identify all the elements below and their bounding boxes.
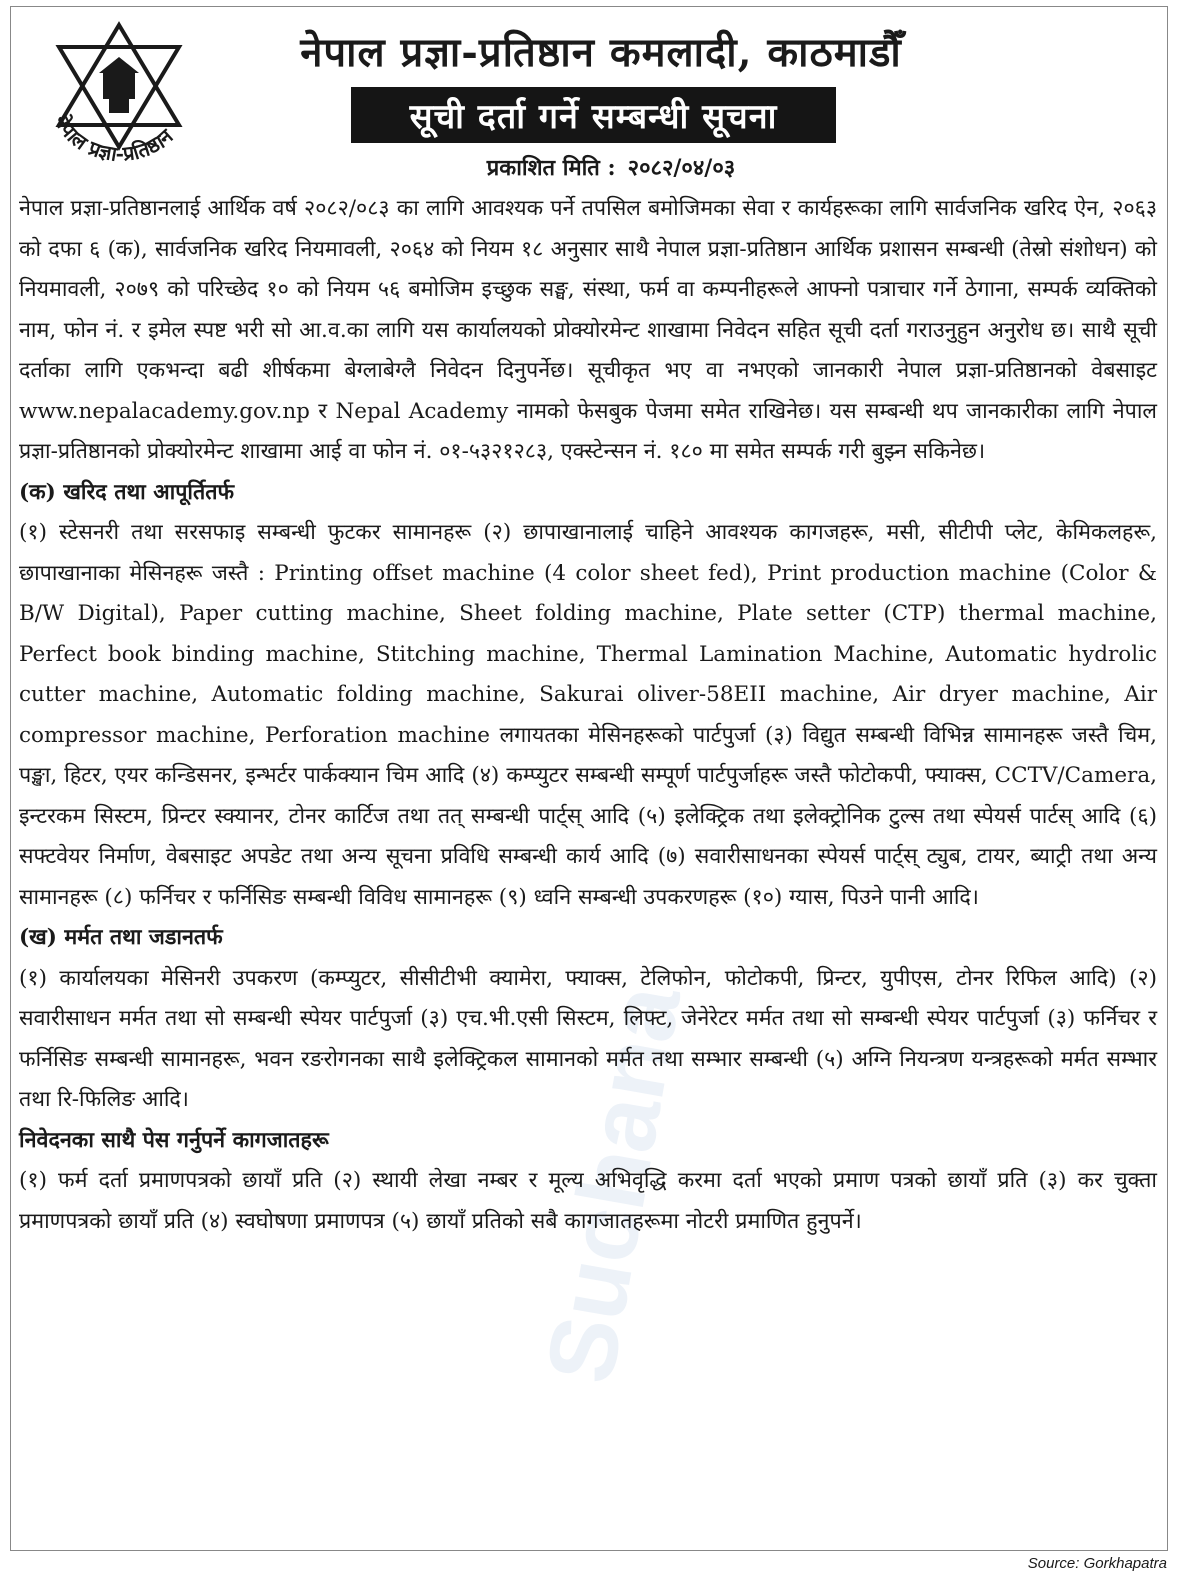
notice-body xyxy=(19,189,1157,1242)
published-label: प्रकाशित मिति : xyxy=(486,155,616,181)
star-emblem-icon xyxy=(29,21,209,171)
source-credit: Source: Gorkhapatra xyxy=(1027,1555,1167,1572)
notice-title-banner xyxy=(351,87,836,143)
section-text-repair: (१) कार्यालयका मेसिनरी उपकरण (कम्प्युटर, सीसीटीभी क्यामेरा, फ्याक्स, टेलिफोन, फोटोकपी, प्रिन्टर, युपीएस, टोनर रिफिल आदि) (२) सवारीसाधन मर्मत तथा सो सम्बन्धी स्पेयर पार्टपुर्जा (३) एच.भी.एसी सिस्टम, लिफ्ट, जेनेरेटर मर्मत तथा सो सम्बन्धी स्पेयर पार्टपुर्जा (३) फर्निचर र फर्निसिङ सम्बन्धी सामानहरू, भवन रङरोगनका साथै इलेक्ट्रिकल सामानको मर्मत तथा सम्भार सम्बन्धी (५) अग्नि नियन्त्रण यन्त्रहरूको मर्मत सम्भार तथा रि-फिलिङ आदि। xyxy=(19,965,1157,1112)
organization-title: नेपाल प्रज्ञा-प्रतिष्ठान कमलादी, काठमाडौँ xyxy=(300,29,902,76)
notice-page xyxy=(10,6,1168,1551)
published-date xyxy=(421,152,801,182)
section-heading-repair: (ख) मर्मत तथा जडानतर्फ xyxy=(19,925,223,950)
logo-arc-text: नेपाल प्रज्ञा-प्रतिष्ठान xyxy=(49,110,178,166)
nepal-academy-logo xyxy=(29,21,209,171)
watermark-text: Suchana xyxy=(526,978,702,1391)
section-heading-procurement: (क) खरिद तथा आपूर्तितर्फ xyxy=(19,479,235,505)
section-text-procurement: (१) स्टेसनरी तथा सरसफाइ सम्बन्धी फुटकर सामानहरू (२) छापाखानालाई चाहिने आवश्यक कागजहरू, मसी, सीटीपी प्लेट, केमिकलहरू, छापाखानाका मेसिनहरू जस्तै : Printing offset machine (4 color sheet fed), Print production machine (Color & B/W Digital), Paper cutting machine, Sheet folding machine, Plate setter (CTP) thermal machine, Perfect book binding machine, Stitching machine, Thermal Lamination Machine, Automatic hydrolic cutter machine, Automatic folding machine, Sakurai oliver-58EII machine, Air dryer machine, Air compressor machine, Perforation machine लगायतका मेसिनहरूको पार्टपुर्जा (३) विद्युत सम्बन्धी विभिन्न सामानहरू जस्तै चिम, पङ्खा, हिटर, एयर कन्डिसनर, इन्भर्टर पार्कक्यान चिम आदि (४) कम्प्युटर सम्बन्धी सम्पूर्ण पार्टपुर्जाहरू जस्तै फोटोकपी, फ्याक्स, CCTV/Camera, इन्टरकम सिस्टम, प्रिन्टर स्क्यानर, टोनर कार्टिज तथा तत् सम्बन्धी पार्ट्स् आदि (५) इलेक्ट्रिक तथा इलेक्ट्रोनिक टुल्स तथा स्पेयर्स पार्टस् आदि (६) सफ्टवेयर निर्माण, वेबसाइट अपडेट तथा अन्य सूचना प्रविधि सम्बन्धी कार्य आदि (७) सवारीसाधनका स्पेयर्स पार्ट्स् ट्युब, टायर, ब्याट्री तथा अन्य सामानहरू (८) फर्निचर र फर्निसिङ सम्बन्धी विविध सामानहरू (९) ध्वनि सम्बन्धी उपकरणहरू (१०) ग्यास, पिउने पानी आदि। xyxy=(19,520,1157,910)
section-text-documents: (१) फर्म दर्ता प्रमाणपत्रको छायाँ प्रति (२) स्थायी लेखा नम्बर र मूल्य अभिवृद्धि करमा दर्ता भएको प्रमाण पत्रको छायाँ प्रति (३) कर चुक्ता प्रमाणपत्रको छायाँ प्रति (४) स्वघोषणा प्रमाणपत्र (५) छायाँ प्रतिको सबै कागजातहरूमा नोटरी प्रमाणित हुनुपर्ने। xyxy=(19,1168,1157,1234)
notice-title: सूची दर्ता गर्ने सम्बन्धी सूचना xyxy=(409,97,778,137)
intro-paragraph: नेपाल प्रज्ञा-प्रतिष्ठानलाई आर्थिक वर्ष २०८२/०८३ का लागि आवश्यक पर्ने तपसिल बमोजिमका सेवा र कार्यहरूका लागि सार्वजनिक खरिद ऐन, २०६३ को दफा ६ (क), सार्वजनिक खरिद नियमावली, २०६४ को नियम १८ अनुसार साथै नेपाल प्रज्ञा-प्रतिष्ठान आर्थिक प्रशासन सम्बन्धी (तेस्रो संशोधन) को नियमावली, २०७९ को परिच्छेद १० को नियम ५६ बमोजिम इच्छुक सङ्घ, संस्था, फर्म वा कम्पनीहरूले आफ्नो पत्राचार गर्ने ठेगाना, सम्पर्क व्यक्तिको नाम, फोन नं. र इमेल स्पष्ट भरी सो आ.व.का लागि यस कार्यालयको प्रोक्योरमेन्ट शाखामा निवेदन सहित सूची दर्ता गराउनुहुन अनुरोध छ। साथै सूची दर्ताका लागि एकभन्दा बढी शीर्षकमा बेग्लाबेग्लै निवेदन दिनुपर्नेछ। सूचीकृत भए वा नभएको जानकारी नेपाल प्रज्ञा-प्रतिष्ठानको वेबसाइट www.nepalacademy.gov.np र Nepal Academy नामको फेसबुक पेजमा समेत राखिनेछ। यस सम्बन्धी थप जानकारीका लागि नेपाल प्रज्ञा-प्रतिष्ठानको प्रोक्योरमेन्ट शाखामा आई वा फोन नं. ०१-५३२१२८३, एक्स्टेन्सन नं. १८० मा समेत सम्पर्क गरी बुझ्न सकिनेछ। xyxy=(19,196,1157,464)
published-date-value: २०८२/०४/०३ xyxy=(627,155,736,181)
section-heading-documents: निवेदनका साथै पेस गर्नुपर्ने कागजातहरू xyxy=(19,1127,329,1153)
